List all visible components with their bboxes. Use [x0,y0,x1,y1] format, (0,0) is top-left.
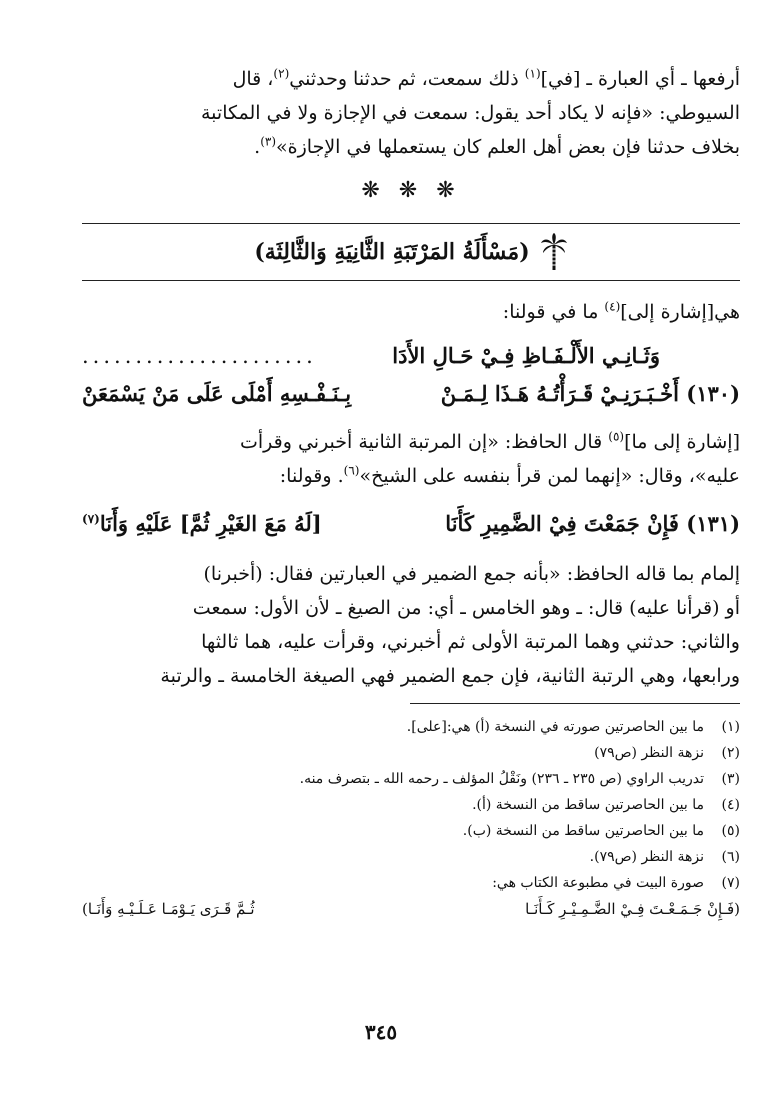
palm-tree-icon [540,233,568,271]
footnote-ref-3[interactable]: (٣) [260,134,277,149]
top-line-1: أرفعها ـ أي العبارة ـ [في]$^{(١)}$ ذلك سمعت، ثم حدثنا وحدثني$^{(٢)}$، قال [232,66,740,90]
footnotes [82,714,740,922]
bottom-line-2: أو (قرأنا عليه) قال: ـ وهو الخامس ـ أي: من الصيغ ـ لأن الأول: سمعت [192,597,740,619]
verse-131-right: فَإِنْ جَمَعْتَ فِيْ الضَّمِيرِ كَأَنَا [445,511,679,536]
verse-130-line-1 [82,337,740,375]
verse-130-right: أَخْـبَـرَنِـيْ قَـرَأْتُـهُ هَـذَا لِـمَـنْ [440,381,679,406]
top-line-2: السيوطي: «فإنه لا يكاد أحد يقول: سمعت في الإجازة ولا في المكاتبة [200,102,740,124]
verse-131 [82,505,740,543]
book-page [82,62,740,922]
footnote-ref-5[interactable]: (٥) [608,429,625,444]
footnote-2: (٢) نزهة النظر (ص٧٩) [594,745,740,761]
top-line-3: بخلاف حدثنا فإن بعض أهل العلم كان يستعملها في الإجازة»$^{(٣)}$. [254,134,740,158]
verse-131-left: [لَهُ مَعَ الغَيْرِ ثُمَّ] عَلَيْهِ وَأَنَا [99,511,322,536]
footnote-verse [82,896,740,922]
mid-paragraph: [إشارة إلى ما]$^{(٥)}$ قال الحافظ: «إن المرتبة الثانية أخبرني وقرأت عليه»، وقال: «إنهما لمن قرأ بنفسه على الشيخ»$^{(٦)}$. وقولنا: [240,429,740,487]
footnote-ref-7[interactable]: (٧) [82,512,100,526]
verse-130-first-hemistich: وَثَـانِـي الأَلْـفَـاظِ فِـيْ حَـالِ الأَدَا [392,343,660,368]
footnote-ref-4[interactable]: (٤) [604,299,621,314]
footnote-verse-right: (فَـإِنْ جَـمَـعْـتَ فِـيْ الضَّـمِـيْـرِ كَـأَنَـا [525,900,740,918]
footnote-3: (٣) تدريب الراوي (ص ٢٣٥ ـ ٢٣٦) ونَقْلُ المؤلف ـ رحمه الله ـ بتصرف منه. [299,771,740,787]
page-number: ٣٤٥ [364,1020,398,1044]
footnote-rule [410,703,740,704]
verse-130-line-2 [82,375,740,413]
section-separator: ❋ ❋ ❋ [361,178,461,203]
footnote-ref-6[interactable]: (٦) [343,463,360,478]
intro-line: هي[إشارة إلى]$^{(٤)}$ ما في قولنا: [502,299,740,323]
heading-title: (مَسْأَلَةُ المَرْتَبَةِ الثَّانِيَةِ وَالثَّالِثَة) [254,239,530,265]
footnote-ref-2[interactable]: (٢) [273,66,290,81]
footnote-6: (٦) نزهة النظر (ص٧٩). [589,849,740,865]
top-paragraph [82,62,740,164]
bottom-paragraph [82,557,740,693]
footnote-4: (٤) ما بين الحاصرتين ساقط من النسخة (أ). [472,797,740,813]
bottom-line-4: ورابعها، وهي الرتبة الثانية، فإن جمع الضمير فهي الصيغة الخامسة ـ والرتبة [160,665,740,687]
verse-130 [82,337,740,413]
footnote-7: (٧) صورة البيت في مطبوعة الكتاب هي: [492,875,740,891]
verse-130-dots: ...................... [82,344,317,368]
footnote-1: (١) ما بين الحاصرتين صورته في النسخة (أ) هي:[على]. [406,719,740,735]
verse-number-130: (١٣٠) [686,381,740,406]
section-heading [82,224,740,281]
bottom-line-3: والثاني: حدثني وهما المرتبة الأولى ثم أخبرني، وقرأت عليه، هما ثالثها [201,631,740,653]
verse-number-131: (١٣١) [686,511,740,536]
verse-130-left: بِـنَـفْـسِهِ أَمْلَى عَلَى مَنْ يَسْمَعَنْ [82,381,352,406]
bottom-line-1: إلمام بما قاله الحافظ: «بأنه جمع الضمير في العبارتين فقال: (أخبرنا) [203,563,740,585]
footnote-ref-1[interactable]: (١) [524,66,541,81]
footnote-5: (٥) ما بين الحاصرتين ساقط من النسخة (ب). [462,823,740,839]
footnote-verse-left: ثُـمَّ قَـرَى يَـوْمَـا عَـلَـيْـهِ وَأَنَـا) [82,900,255,918]
